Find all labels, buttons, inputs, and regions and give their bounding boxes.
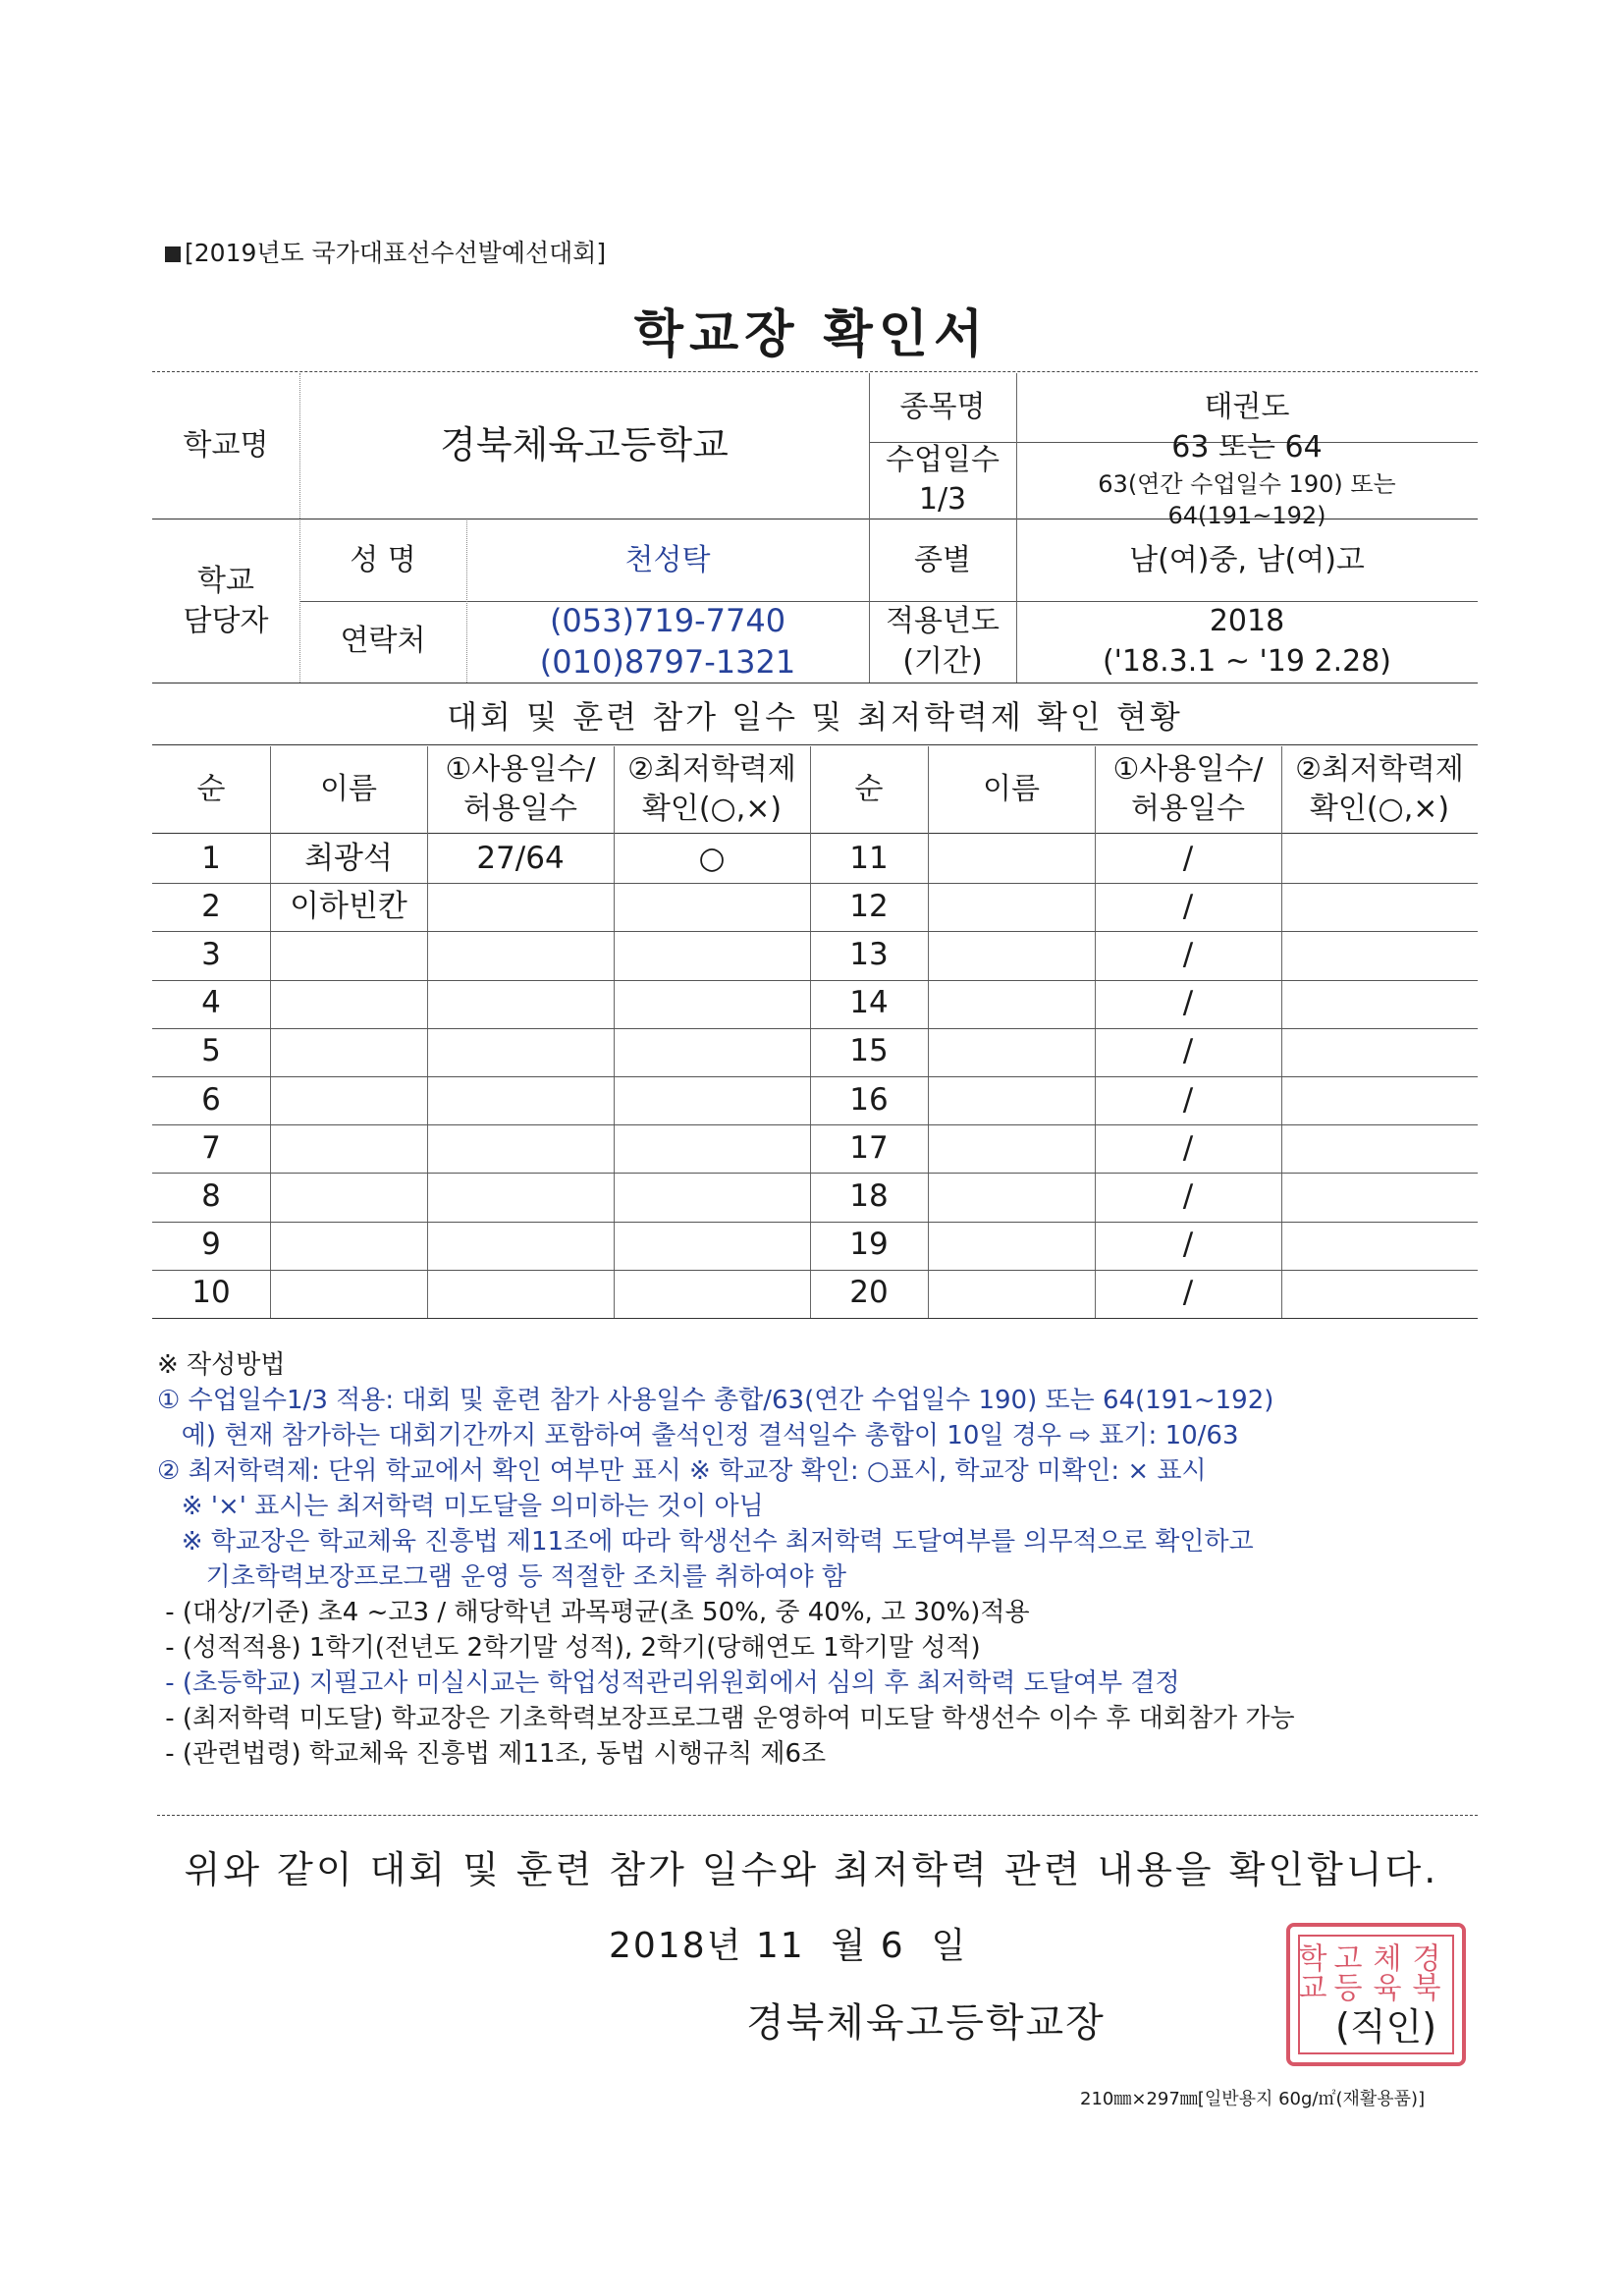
used-days: / — [1182, 1033, 1194, 1069]
note-line: - (관련법령) 학교체육 진흥법 제11조, 동법 시행규칙 제6조 — [157, 1739, 827, 1769]
header-check-left — [614, 746, 810, 833]
days-label-line1: 수업일수 — [886, 442, 1000, 477]
category-label: 종별 — [914, 542, 971, 577]
contact-phone-2: (010)8797-1321 — [539, 642, 796, 681]
row-number: 11 — [849, 840, 889, 876]
min-academic-check — [614, 1076, 810, 1124]
days-value-line2: 63(연간 수업일수 190) 또는 64(191~192) — [1098, 469, 1396, 530]
athlete-name — [928, 1124, 1095, 1173]
athlete-name — [270, 1222, 427, 1270]
note-line: - (최저학력 미도달) 학교장은 기초학력보장프로그램 운영하여 미도달 학생선수 이수 후 대회참가 가능 — [157, 1704, 1295, 1733]
sport-label: 종목명 — [899, 389, 986, 424]
row-number: 14 — [849, 985, 889, 1021]
note-line: - (대상/기준) 초4 ~고3 / 해당학년 과목평균(초 50%, 중 40%, 고 30%)적용 — [157, 1598, 1030, 1627]
min-academic-check — [1281, 1124, 1478, 1173]
section-title: 대회 및 훈련 참가 일수 및 최저학력제 확인 현황 — [447, 698, 1183, 736]
row-divider — [152, 980, 1478, 981]
used-days — [427, 883, 614, 931]
note-line: 기초학력보장프로그램 운영 등 적절한 조치를 취하여야 함 — [157, 1562, 846, 1592]
header-days-line1: ①사용일수/ — [1112, 751, 1264, 787]
days-value — [1016, 430, 1478, 530]
used-days: 27/64 — [476, 840, 565, 876]
year-value-line1: 2018 — [1209, 604, 1285, 638]
athlete-name — [270, 1270, 427, 1318]
min-academic-check — [1281, 835, 1478, 883]
header-days-right — [1095, 746, 1281, 833]
year-label — [869, 601, 1016, 683]
min-academic-check — [1281, 883, 1478, 931]
row-divider — [152, 1270, 1478, 1271]
header-name-left: 이름 — [320, 771, 377, 806]
used-days: / — [1182, 985, 1194, 1021]
used-days — [427, 1270, 614, 1318]
seal-glyph: 체육 — [1367, 1942, 1401, 2001]
used-days — [427, 1076, 614, 1124]
principal-name: 경북체육고등학교장 — [746, 2000, 1106, 2046]
header-check-line2: 확인(○,×) — [1309, 792, 1450, 826]
year-label-line2: (기간) — [902, 643, 983, 679]
row-number: 16 — [849, 1081, 889, 1118]
confirm-text: 위와 같이 대회 및 훈련 참가 일수와 최저학력 관련 내용을 확인합니다. — [184, 1848, 1439, 1891]
used-days: / — [1182, 1129, 1194, 1166]
row-divider — [152, 1076, 1478, 1077]
header-check-line1: ②최저학력제 — [627, 751, 796, 787]
min-academic-check — [614, 1124, 810, 1173]
row-number: 13 — [849, 937, 889, 973]
athlete-name — [270, 1173, 427, 1221]
min-academic-check — [614, 980, 810, 1028]
manager-label — [152, 520, 299, 683]
row-divider — [152, 1124, 1478, 1125]
header-tag-text: [2019년도 국가대표선수선발예선대회] — [185, 239, 607, 267]
row-number: 18 — [849, 1178, 889, 1215]
athlete-name — [928, 1222, 1095, 1270]
category-value: 남(여)중, 남(여)고 — [1129, 542, 1365, 577]
contact-label: 연락처 — [340, 624, 426, 659]
name-label: 성 명 — [350, 542, 416, 577]
row-number: 3 — [201, 937, 221, 973]
divider — [157, 1815, 1478, 1816]
notes — [157, 1347, 1295, 1772]
athlete-name — [928, 1173, 1095, 1221]
header-no-right: 순 — [854, 771, 884, 806]
row-number: 2 — [201, 888, 221, 924]
athlete-name — [928, 1076, 1095, 1124]
days-label — [869, 442, 1016, 519]
row-number: 19 — [849, 1227, 889, 1263]
row-number: 9 — [201, 1227, 221, 1263]
min-academic-check: ○ — [698, 840, 726, 876]
row-number: 7 — [201, 1129, 221, 1166]
min-academic-check — [614, 1028, 810, 1076]
note-line: ※ '×' 표시는 최저학력 미도달을 의미하는 것이 아님 — [157, 1492, 764, 1521]
seal-glyph: 고등 — [1327, 1942, 1362, 2001]
manager-label-line2: 담당자 — [183, 603, 269, 638]
note-line: ② 최저학력제: 단위 학교에서 확인 여부만 표시 ※ 학교장 확인: ○표시, 학교장 미확인: × 표시 — [157, 1456, 1207, 1486]
divider — [152, 833, 1478, 834]
page-title: 학교장 확인서 — [633, 305, 990, 364]
used-days — [427, 931, 614, 979]
used-days — [427, 1173, 614, 1221]
row-divider — [152, 931, 1478, 932]
athlete-name — [928, 1028, 1095, 1076]
days-value-line1: 63 또는 64 — [1171, 430, 1323, 465]
divider — [152, 371, 1478, 372]
name-value: 천성탁 — [624, 542, 711, 577]
used-days — [427, 980, 614, 1028]
note-line: ① 수업일수1/3 적용: 대회 및 훈련 참가 사용일수 총합/63(연간 수업일수 190) 또는 64(191~192) — [157, 1386, 1274, 1415]
used-days: / — [1182, 1275, 1194, 1311]
note-line: ※ 학교장은 학교체육 진흥법 제11조에 따라 학생선수 최저학력 도달여부를 의무적으로 확인하고 — [157, 1527, 1254, 1557]
min-academic-check — [1281, 1076, 1478, 1124]
athlete-name — [928, 1270, 1095, 1318]
used-days: / — [1182, 1227, 1194, 1263]
header-check-line2: 확인(○,×) — [641, 792, 783, 826]
athlete-name — [928, 883, 1095, 931]
athlete-name — [270, 1076, 427, 1124]
header-days-line2: 허용일수 — [463, 792, 577, 826]
days-label-line2: 1/3 — [918, 482, 967, 517]
manager-label-line1: 학교 — [197, 564, 254, 598]
school-name: 경북체육고등학교 — [440, 423, 729, 467]
min-academic-check — [1281, 980, 1478, 1028]
row-divider — [152, 1222, 1478, 1223]
row-divider — [152, 1173, 1478, 1174]
row-number: 17 — [849, 1129, 889, 1166]
year-value-line2: ('18.3.1 ~ '19 2.28) — [1102, 643, 1392, 679]
used-days: / — [1182, 888, 1194, 924]
school-label: 학교명 — [183, 427, 269, 463]
used-days — [427, 1222, 614, 1270]
header-no-left: 순 — [196, 771, 226, 806]
used-days: / — [1182, 1081, 1194, 1118]
athlete-name — [928, 835, 1095, 883]
row-divider — [152, 1028, 1478, 1029]
note-line: - (성적적용) 1학기(전년도 2학기말 성적), 2학기(당해연도 1학기말 성적) — [157, 1633, 981, 1663]
header-check-right — [1281, 746, 1478, 833]
row-number: 10 — [191, 1275, 231, 1311]
used-days — [427, 1124, 614, 1173]
paper-spec: 210㎜×297㎜[일반용지 60g/㎡(재활용품)] — [1080, 2089, 1426, 2109]
row-number: 8 — [201, 1178, 221, 1215]
seal-label: (직인) — [1335, 2005, 1437, 2049]
used-days — [427, 1028, 614, 1076]
seal-glyph: 학교 — [1292, 1942, 1326, 2001]
date-text: 2018년 11 월 6 일 — [609, 1926, 968, 1966]
row-number: 5 — [201, 1033, 221, 1069]
header-name-right: 이름 — [983, 771, 1040, 806]
row-number: 12 — [849, 888, 889, 924]
row-number: 4 — [201, 985, 221, 1021]
min-academic-check — [1281, 1173, 1478, 1221]
year-value — [1016, 601, 1478, 683]
athlete-name — [270, 931, 427, 979]
seal-glyph: 경북 — [1406, 1942, 1440, 2001]
row-number: 6 — [201, 1081, 221, 1118]
header-tag — [165, 234, 606, 269]
athlete-name: 최광석 — [304, 840, 393, 876]
note-line: 예) 현재 참가하는 대회기간까지 포함하여 출석인정 결석일수 총합이 10일 경우 ⇨ 표기: 10/63 — [157, 1421, 1239, 1450]
row-number: 15 — [849, 1033, 889, 1069]
divider — [152, 1318, 1478, 1319]
min-academic-check — [614, 1222, 810, 1270]
used-days: / — [1182, 937, 1194, 973]
min-academic-check — [1281, 1222, 1478, 1270]
row-divider — [152, 883, 1478, 884]
note-line: - (초등학교) 지필고사 미실시교는 학업성적관리위원회에서 심의 후 최저학력 도달여부 결정 — [157, 1668, 1180, 1698]
note-line: ※ 작성방법 — [157, 1350, 286, 1380]
athlete-name: 이하빈칸 — [290, 888, 407, 924]
min-academic-check — [1281, 1028, 1478, 1076]
min-academic-check — [614, 931, 810, 979]
year-label-line1: 적용년도 — [886, 604, 1000, 638]
header-days-line1: ①사용일수/ — [445, 751, 596, 787]
min-academic-check — [614, 1173, 810, 1221]
row-number: 1 — [201, 840, 221, 876]
used-days: / — [1182, 1178, 1194, 1215]
contact-phone-1: (053)719-7740 — [549, 601, 786, 639]
divider — [152, 744, 1478, 745]
used-days: / — [1182, 840, 1194, 876]
sport-value: 태권도 — [1204, 389, 1290, 424]
header-check-line1: ②최저학력제 — [1295, 751, 1464, 787]
min-academic-check — [614, 1270, 810, 1318]
square-bullet-icon — [165, 246, 181, 262]
contact-value — [466, 601, 869, 683]
header-days-left — [427, 746, 614, 833]
athlete-name — [270, 980, 427, 1028]
athlete-name — [928, 931, 1095, 979]
row-number: 20 — [849, 1275, 889, 1311]
athlete-name — [270, 1028, 427, 1076]
athlete-name — [270, 1124, 427, 1173]
min-academic-check — [1281, 931, 1478, 979]
header-days-line2: 허용일수 — [1131, 792, 1245, 826]
min-academic-check — [1281, 1270, 1478, 1318]
min-academic-check — [614, 883, 810, 931]
athlete-name — [928, 980, 1095, 1028]
